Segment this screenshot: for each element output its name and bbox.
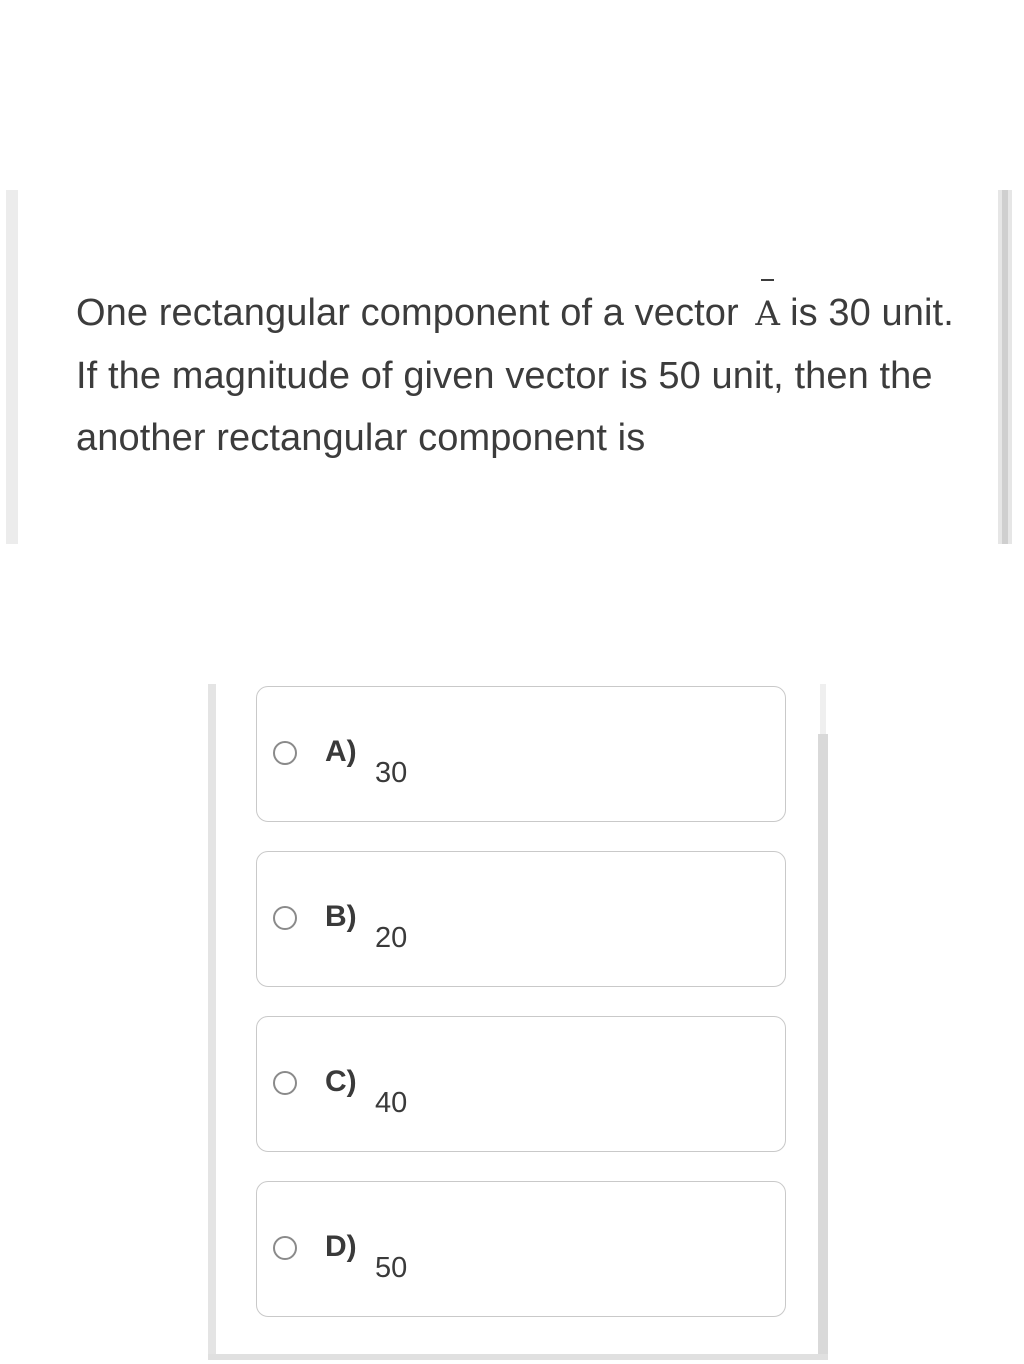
question-card-scrollbar[interactable] — [998, 190, 1012, 544]
radio-unchecked-icon[interactable] — [273, 1236, 297, 1260]
option-value: 50 — [375, 1252, 408, 1284]
question-text-part1: One rectangular component of a vector — [76, 292, 739, 334]
options-panel-bottom-edge — [208, 1354, 828, 1360]
option-letter: B) — [325, 900, 357, 933]
question-card — [6, 190, 1012, 544]
option-letter: C) — [325, 1065, 357, 1098]
option-d[interactable] — [256, 1181, 786, 1317]
radio-unchecked-icon[interactable] — [273, 906, 297, 930]
options-panel-scrollbar[interactable] — [818, 734, 828, 1360]
options-panel-right-edge-top — [820, 684, 826, 734]
question-text — [76, 282, 956, 469]
option-a[interactable] — [256, 686, 786, 822]
option-b[interactable] — [256, 851, 786, 987]
option-value: 30 — [375, 757, 408, 789]
vector-symbol: A — [755, 283, 780, 345]
radio-unchecked-icon[interactable] — [273, 1071, 297, 1095]
question-card-left-edge — [6, 190, 18, 544]
option-letter: D) — [325, 1230, 357, 1263]
option-value: 40 — [375, 1087, 408, 1119]
option-c[interactable] — [256, 1016, 786, 1152]
options-panel-left-edge — [208, 684, 216, 1360]
options-panel — [208, 684, 828, 1360]
option-value: 20 — [375, 922, 408, 954]
radio-unchecked-icon[interactable] — [273, 741, 297, 765]
question-text-part2: is — [790, 292, 818, 334]
question-text-part3: 30 unit. If the magnitude of given vector is 50 unit, then the another rectangular component is — [76, 292, 954, 459]
option-letter: A) — [325, 735, 357, 768]
